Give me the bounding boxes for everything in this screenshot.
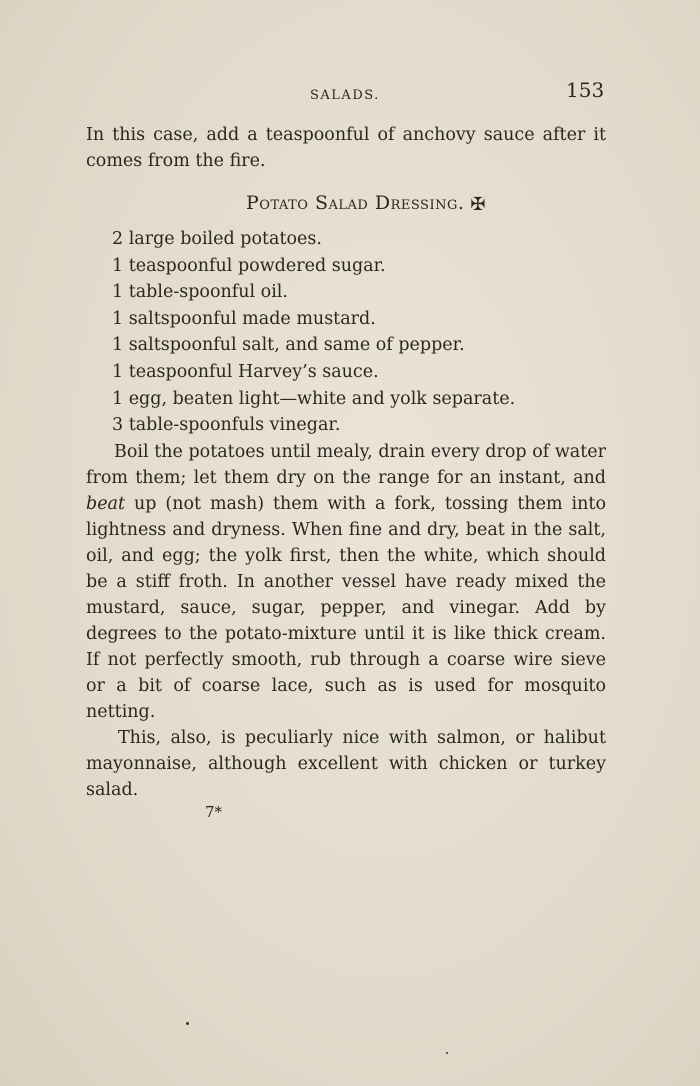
signature-mark: 7*	[205, 803, 223, 821]
ingredient-item: 1 teaspoonful Harvey’s sauce.	[112, 361, 379, 382]
instructions-text-end: up (not mash) them with a fork, tossing them into lightness and dryness. When fine and dry, beat in the salt, oil, and egg; the yolk first, then the white, which should be a stiff froth. In another vessel have ready mixed the mustard, sauce, sugar, pepper, and vinegar. Add by degrees to the potato-mixture until it is like thick cream. If not perfectly smooth, rub through a coarse wire sieve or a bit of coarse lace, such as is used for mosquito netting.	[86, 493, 606, 722]
ingredient-item: 1 table-spoonful oil.	[112, 282, 288, 303]
recipe-title	[86, 190, 606, 218]
ingredient-list	[86, 226, 606, 439]
instructions-paragraph	[86, 439, 606, 725]
paper-speck	[446, 1052, 448, 1054]
running-head: SALADS.	[310, 88, 380, 103]
ingredient-item: 1 saltspoonful salt, and same of pepper.	[112, 335, 465, 356]
ingredient-item: 3 table-spoonfuls vinegar.	[112, 415, 341, 436]
page-body	[86, 122, 606, 803]
serving-note-paragraph: This, also, is peculiarly nice with salmon, or halibut mayonnaise, although excellent with chicken or turkey salad.	[86, 727, 606, 800]
page-number: 153	[566, 78, 605, 102]
cross-icon: ✠	[470, 194, 486, 215]
ingredient-item: 1 egg, beaten light—white and yolk separate.	[112, 388, 516, 409]
paper-speck	[186, 1022, 189, 1025]
intro-paragraph: In this case, add a teaspoonful of anchovy sauce after it comes from the fire.	[86, 125, 606, 171]
ingredient-item: 1 teaspoonful powdered sugar.	[112, 255, 386, 276]
recipe-title-text: Potato Salad Dressing.	[246, 192, 465, 214]
ingredient-item: 1 saltspoonful made mustard.	[112, 308, 376, 329]
instructions-text-start: Boil the potatoes until mealy, drain every drop of water from them; let them dry on the range for an instant, and	[86, 441, 606, 488]
ingredient-item: 2 large boiled potatoes.	[112, 229, 322, 249]
instructions-emphasis: beat	[86, 493, 126, 514]
